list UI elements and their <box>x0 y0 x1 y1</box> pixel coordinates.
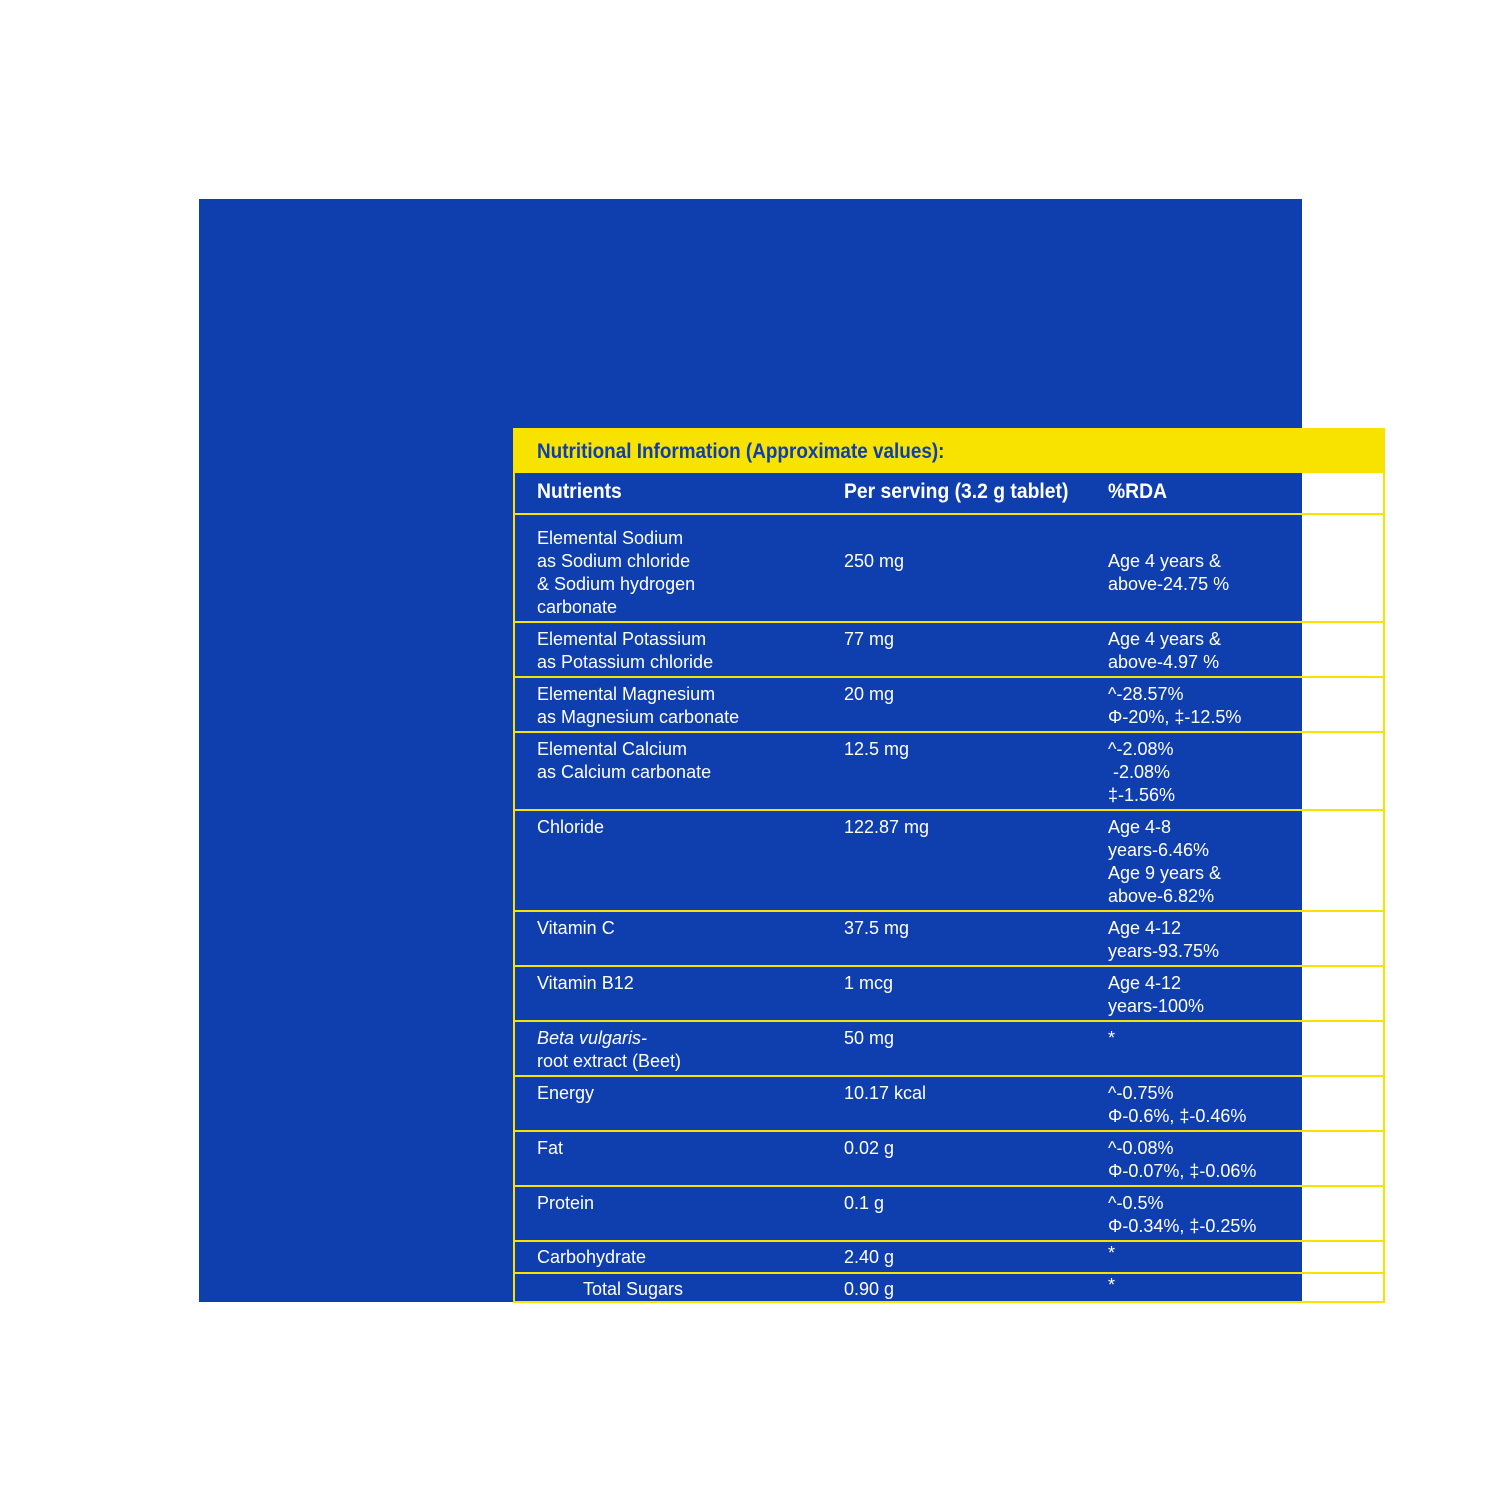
nutrient-rda <box>1108 917 1219 963</box>
ingredients-label: INGREDIENTS: <box>435 1399 546 1416</box>
nutrient-name-line: root extract (Beet) <box>537 1051 682 1071</box>
row-divider <box>515 1240 1383 1242</box>
nutrient-amount: 2.40 g <box>844 1247 895 1267</box>
nutrient-amount: 1 mcg <box>844 973 894 993</box>
nutrient-name <box>537 628 713 674</box>
ingredients <box>435 1398 1475 1458</box>
row-divider <box>515 910 1383 912</box>
nutrient-rda-line: Age 9 years & <box>1108 863 1222 883</box>
nutrient-name-line: Fat <box>537 1138 564 1158</box>
nutrient-rda <box>1108 972 1204 1018</box>
ingredients-text: Citric acid, Sodium hydrogen carbonate, D Glucose (Dextrose), Permitted Diluent, INS 1201, Potassium chloride, INS 1202, INS 296, Sodium chloride, Magnesium carbonate, Permitted flavour, Beta vulgaris – root extract (Beet), Ascorbic acid (Vitamin C), Calcium carbonate, Steviol glycosides, INS 470(iii), Cyanocobalmin (Vitamin B12). CONTAINS ADDED NATURE IDENTICAL FLAVOUR. <box>435 1399 1455 1456</box>
nutrient-rda-line: * <box>1108 1275 1116 1295</box>
nutrient-rda-line: ‡-1.56% <box>1108 785 1176 805</box>
nutrient-name-line: as Calcium carbonate <box>537 762 712 782</box>
nutrient-rda <box>1108 1082 1246 1128</box>
nutrient-name <box>537 1246 646 1269</box>
row-divider <box>515 1075 1383 1077</box>
nutrient-name-line: Vitamin C <box>537 918 615 938</box>
row-divider <box>515 731 1383 733</box>
row-divider <box>515 1020 1383 1022</box>
nutrient-rda <box>1108 1192 1256 1238</box>
row-divider <box>515 965 1383 967</box>
title-bar <box>515 430 1383 473</box>
nutrient-rda-line: * <box>1108 1243 1116 1263</box>
header-rda: %RDA <box>1108 480 1168 503</box>
footnote-rda_not_established: *Recommended Daily Allowance (RDA) value not established. <box>435 1359 858 1376</box>
nutrient-name-line: as Magnesium carbonate <box>537 707 740 727</box>
nutrient-rda-line: Φ-0.34%, ‡-0.25% <box>1108 1216 1257 1236</box>
nutrient-name-line: Elemental Potassium <box>537 629 707 649</box>
nutrient-amount: 0.90 g <box>844 1279 895 1299</box>
nutrient-amount: 12.5 mg <box>844 739 910 759</box>
nutrient-name <box>537 816 604 839</box>
nutrient-name-line: Total Sugars <box>583 1279 684 1299</box>
nutrient-amount: 0.1 g <box>844 1193 885 1213</box>
nutrient-rda-line: ^-0.5% <box>1108 1193 1164 1213</box>
nutrient-amount: 20 mg <box>844 684 895 704</box>
row-divider <box>515 1185 1383 1187</box>
nutrient-rda-line: Φ-0.6%, ‡-0.46% <box>1108 1106 1247 1126</box>
nutrient-name-line: as Potassium chloride <box>537 652 714 672</box>
nutrient-rda <box>1108 816 1221 908</box>
nutrient-name <box>537 917 615 940</box>
nutrient-amount: 0.02 g <box>844 1138 895 1158</box>
nutrient-rda <box>1108 1027 1115 1050</box>
nutrient-rda-line: ^-28.57% <box>1108 684 1184 704</box>
nutrient-rda <box>1108 738 1175 807</box>
nutrient-name <box>537 527 695 619</box>
nutrient-rda-line: ^-0.08% <box>1108 1138 1174 1158</box>
nutrient-name-line: Elemental Calcium <box>537 739 688 759</box>
nutrient-name <box>537 683 739 729</box>
nutrient-amount: 250 mg <box>844 551 905 571</box>
row-divider <box>515 621 1383 623</box>
header-nutrients: Nutrients <box>537 480 622 503</box>
nutrient-rda-line: Φ-0.07%, ‡-0.06% <box>1108 1161 1257 1181</box>
nutrition-table <box>513 428 1385 1303</box>
nutrient-amount: 50 mg <box>844 1028 895 1048</box>
nutrient-name-line: Carbohydrate <box>537 1247 647 1267</box>
row-divider <box>515 513 1383 515</box>
nutrient-rda-line: years-100% <box>1108 996 1205 1016</box>
nutrient-name-line: Vitamin B12 <box>537 973 634 993</box>
row-divider <box>515 676 1383 678</box>
nutrient-rda <box>1108 1242 1115 1265</box>
nutrient-rda-line: above-4.97 % <box>1108 652 1220 672</box>
footnotes <box>435 1338 1475 1458</box>
nutrient-name <box>537 1082 594 1105</box>
nutrient-rda <box>1108 628 1221 674</box>
nutrient-name <box>537 1027 681 1073</box>
nutrient-name-line: Energy <box>537 1083 595 1103</box>
nutrient-name-line: as Sodium chloride <box>537 551 691 571</box>
row-divider <box>515 1130 1383 1132</box>
nutrient-rda-line: Age 4-12 <box>1108 973 1182 993</box>
row-divider <box>515 809 1383 811</box>
nutrient-rda-line: Age 4 years & <box>1108 629 1222 649</box>
nutrient-name-line: carbonate <box>537 597 618 617</box>
nutrient-name <box>537 738 711 784</box>
nutrient-rda <box>1108 1274 1115 1297</box>
nutrient-rda-line: years-93.75% <box>1108 941 1220 961</box>
nutrient-rda-line: above-24.75 % <box>1108 574 1230 594</box>
nutrient-name-line: Chloride <box>537 817 605 837</box>
footnote-overages: Appropriate overages of Vitamins added. <box>435 1379 714 1396</box>
nutrient-name-line: & Sodium hydrogen <box>537 574 696 594</box>
nutrient-amount: 10.17 kcal <box>844 1083 927 1103</box>
nutrient-rda-line: above-6.82% <box>1108 886 1215 906</box>
nutrient-name <box>537 972 634 995</box>
footnote-rda_basis: %RDA is based on children ^Age 4- 6 years, ΦAge 7-9 years, ‡Age 10-12 years as per ICMR. <box>435 1339 1075 1356</box>
nutrient-rda-line: -2.08% <box>1108 762 1171 782</box>
label-panel <box>199 199 1455 1456</box>
nutrient-rda <box>1108 550 1229 596</box>
nutrient-name <box>537 1137 563 1160</box>
nutrient-rda <box>1108 683 1241 729</box>
nutrient-rda-line: Age 4-12 <box>1108 918 1182 938</box>
nutrient-rda-line: Age 4 years & <box>1108 551 1222 571</box>
nutrient-name <box>583 1278 683 1301</box>
nutrient-amount: 37.5 mg <box>844 918 910 938</box>
nutrient-rda-line: years-6.46% <box>1108 840 1210 860</box>
nutrient-name <box>537 1192 594 1215</box>
nutrient-name-line: Elemental Magnesium <box>537 684 716 704</box>
nutrient-rda-line: ^-2.08% <box>1108 739 1174 759</box>
nutrient-name-line: Beta vulgaris- <box>537 1028 648 1048</box>
nutrient-amount: 122.87 mg <box>844 817 930 837</box>
nutrient-name-line: Protein <box>537 1193 595 1213</box>
table-title: Nutritional Information (Approximate values): <box>537 440 945 463</box>
row-divider <box>515 1272 1383 1274</box>
nutrient-rda-line: * <box>1108 1028 1116 1048</box>
header-per-serving: Per serving (3.2 g tablet) <box>844 480 1069 503</box>
nutrient-rda-line: Age 4-8 <box>1108 817 1172 837</box>
nutrient-amount: 77 mg <box>844 629 895 649</box>
nutrient-rda-line: ^-0.75% <box>1108 1083 1174 1103</box>
nutrient-name-line: Elemental Sodium <box>537 528 684 548</box>
nutrient-rda-line: Φ-20%, ‡-12.5% <box>1108 707 1242 727</box>
nutrient-rda <box>1108 1137 1256 1183</box>
